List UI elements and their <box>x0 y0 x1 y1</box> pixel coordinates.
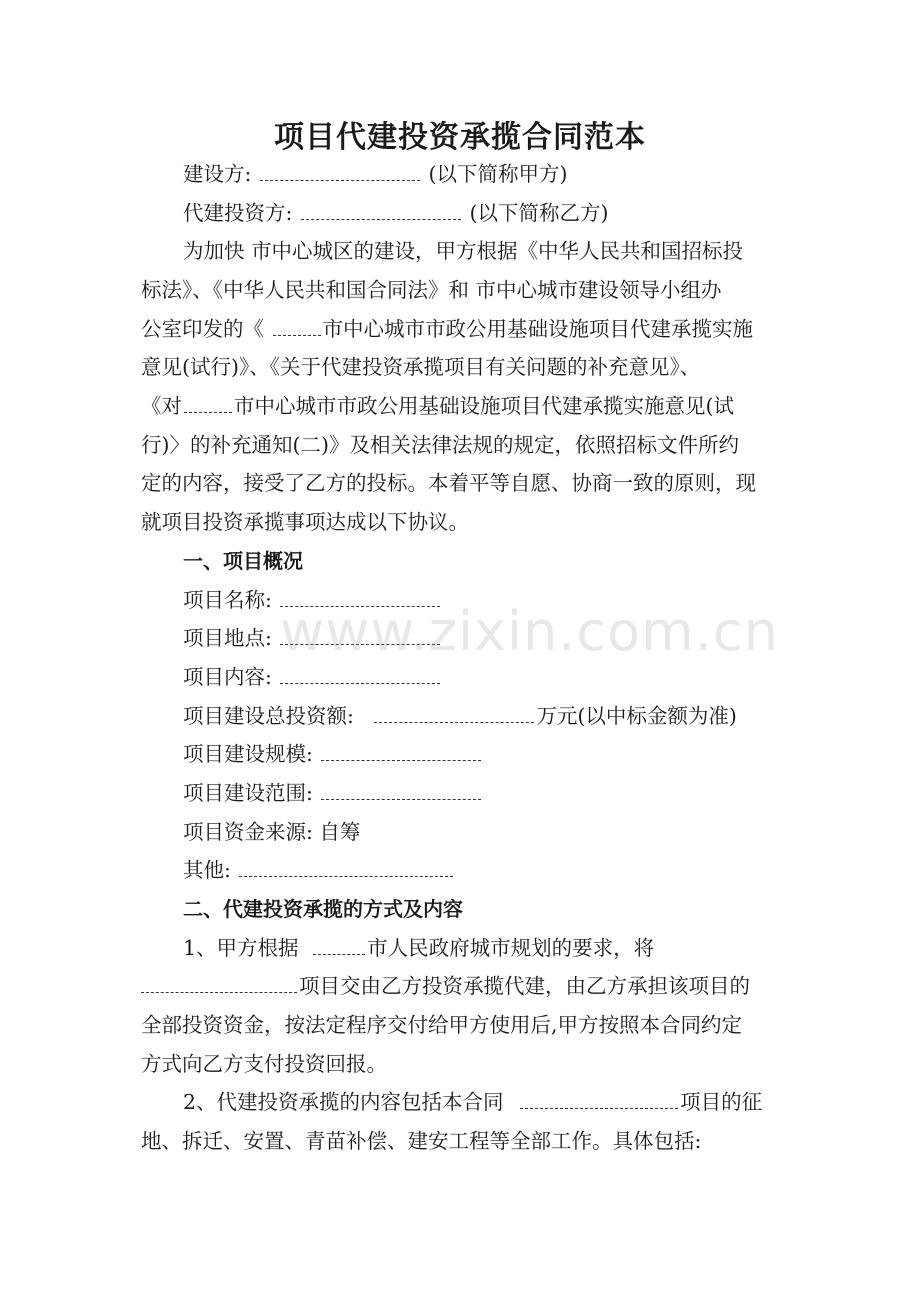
preamble-line-4: 意见(试行)》、《关于代建投资承揽项目有关问题的补充意见》、 <box>141 355 701 379</box>
party-b-blank <box>301 201 461 220</box>
party-b-suffix: (以下简称乙方) <box>469 201 609 225</box>
project-scale-label: 项目建设规模: <box>183 742 313 766</box>
project-investment-line <box>183 702 737 730</box>
clause-1-line-2-text: 项目交由乙方投资承揽代建，由乙方承担该项目的 <box>299 974 750 998</box>
project-scope-line <box>183 779 483 807</box>
preamble-line-3-start: 公室印发的《 <box>141 317 264 341</box>
project-investment-blank <box>374 704 534 723</box>
preamble-line-8: 就项目投资承揽事项达成以下协议。 <box>141 510 469 534</box>
clause-1-blank-1 <box>313 936 365 955</box>
party-a-label: 建设方: <box>183 162 252 186</box>
project-scope-blank <box>321 781 481 800</box>
clause-1-line-3: 全部投资资金，按法定程序交付给甲方使用后,甲方按照本合同约定 <box>141 1013 743 1037</box>
preamble-line-5 <box>141 392 734 420</box>
project-content-blank <box>280 665 440 684</box>
project-scale-line <box>183 740 483 768</box>
clause-2-start: 2、代建投资承揽的内容包括本合同 <box>183 1090 504 1114</box>
watermark: www.zixin.com.cn <box>280 600 779 663</box>
clause-1-blank-2 <box>141 974 297 993</box>
clause-2-blank <box>520 1090 678 1109</box>
clause-1-start: 1、甲方根据 <box>183 936 299 960</box>
project-investment-label: 项目建设总投资额: <box>183 704 354 728</box>
project-scale-blank <box>321 742 481 761</box>
preamble-line-3-end: 市中心城市市政公用基础设施项目代建承揽实施 <box>322 317 754 341</box>
project-scope-label: 项目建设范围: <box>183 781 313 805</box>
party-b-line <box>183 199 608 227</box>
project-other-line <box>183 856 455 884</box>
preamble-blank-1 <box>273 317 321 336</box>
project-content-label: 项目内容: <box>183 665 272 689</box>
preamble-line-2: 标法》、《中华人民共和国合同法》和 市中心城市建设领导小组办 <box>141 278 722 302</box>
clause-2-line-1 <box>183 1088 762 1116</box>
party-b-label: 代建投资方: <box>183 201 293 225</box>
project-name-label: 项目名称: <box>183 588 272 612</box>
party-a-line <box>183 160 567 188</box>
preamble-blank-2 <box>184 394 232 413</box>
clause-1-line-1-end: 市人民政府城市规划的要求，将 <box>367 936 655 960</box>
preamble-line-5-start: 《对 <box>141 394 182 418</box>
party-a-blank <box>260 162 420 181</box>
document-title: 项目代建投资承揽合同范本 <box>274 120 646 155</box>
preamble-line-6: 行)〉的补充通知(二)》及相关法律法规的规定，依照招标文件所约 <box>141 433 739 457</box>
preamble-line-3 <box>141 315 753 343</box>
project-other-blank <box>239 858 453 877</box>
clause-2-line-1-end: 项目的征 <box>680 1090 763 1114</box>
preamble-line-1: 为加快 市中心城区的建设，甲方根据《中华人民共和国招标投 <box>183 239 744 263</box>
section-1-heading: 一、项目概况 <box>183 549 303 573</box>
project-content-line <box>183 663 442 691</box>
clause-2-line-2: 地、拆迁、安置、青苗补偿、建安工程等全部工作。具体包括: <box>141 1129 702 1153</box>
section-2-heading: 二、代建投资承揽的方式及内容 <box>183 897 463 921</box>
project-funding-line: 项目资金来源: 自筹 <box>183 820 361 844</box>
clause-1-line-1 <box>183 934 654 962</box>
project-location-label: 项目地点: <box>183 626 272 650</box>
clause-1-line-4: 方式向乙方支付投资回报。 <box>141 1052 387 1076</box>
party-a-suffix: (以下简称甲方) <box>428 162 568 186</box>
preamble-line-7: 定的内容，接受了乙方的投标。本着平等自愿、协商一致的原则，现 <box>141 471 756 495</box>
clause-1-line-2 <box>141 972 750 1000</box>
project-investment-suffix: 万元(以中标金额为准) <box>536 704 737 728</box>
project-other-label: 其他: <box>183 858 231 882</box>
preamble-line-5-end: 市中心城市市政公用基础设施项目代建承揽实施意见(试 <box>234 394 734 418</box>
